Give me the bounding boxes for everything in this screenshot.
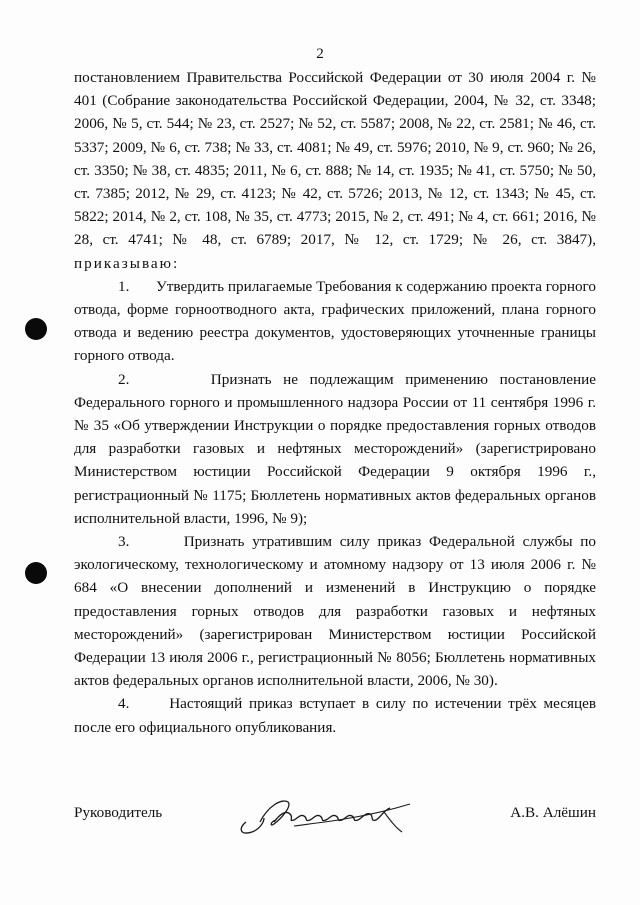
order-item-3 bbox=[74, 530, 596, 692]
signature-block bbox=[74, 800, 596, 840]
order-item-2 bbox=[74, 368, 596, 530]
item-number: 2. bbox=[118, 370, 130, 388]
page-number: 2 bbox=[316, 46, 324, 62]
intro-text: постановлением Правительства Российской Федерации от 30 июля 2004 г. № 401 (Собрание законодательства Российской Федерации, 2004, № 32, ст. 3348; 2006, № 5, ст. 544; № 23, ст. 2527; № 52, ст. 5587; 2008, № 22, ст. 2581; № 46, ст. 5337; 2009, № 6, ст. 738; № 33, ст. 4081; № 49, ст. 5976; 2010, № 9, ст. 960; № 26, ст. 3350; № 38, ст. 4835; 2011, № 6, ст. 888; № 14, ст. 1935; № 41, ст. 5750; № 50, ст. 7385; 2012, № 29, ст. 4123; № 42, ст. 5726; 2013, № 12, ст. 1343; № 45, ст. 5822; 2014, № 2, ст. 108, № 35, ст. 4773; 2015, № 2, ст. 491; № 4, ст. 661; 2016, № 28, ст. 4741; № 48, ст. 6789; 2017, № 12, ст. 1729; № 26, ст. 3847), bbox=[74, 69, 596, 249]
punch-hole-mark bbox=[25, 318, 47, 340]
item-text: Признать не подлежащим применению постановление Федерального горного и промышленного надзора России от 11 сентября 1996 г. № 35 «Об утверждении Инструкции о порядке предоставления горных отводов для разработки газовых и нефтяных месторождений» (зарегистрировано Министерством юстиции Российской Федерации 9 октября 1996 г., регистрационный № 1175; Бюллетень нормативных актов федеральных органов исполнительной власти, 1996, № 9); bbox=[74, 370, 596, 527]
item-text: Утвердить прилагаемые Требования к содержанию проекта горного отвода, форме горноотводного акта, графических приложений, плана горного отвода и ведению реестра документов, удостоверяющих уточненные границы горного отвода. bbox=[74, 277, 596, 365]
punch-hole-mark bbox=[25, 562, 47, 584]
signatory-position: Руководитель bbox=[74, 804, 163, 821]
handwritten-signature bbox=[234, 792, 424, 836]
intro-paragraph bbox=[74, 66, 596, 275]
order-item-1 bbox=[74, 275, 596, 368]
item-number: 1. bbox=[118, 277, 130, 295]
signatory-name: А.В. Алёшин bbox=[510, 804, 596, 821]
order-item-4 bbox=[74, 692, 596, 738]
item-number: 3. bbox=[118, 533, 130, 551]
document-body bbox=[74, 66, 596, 739]
item-number: 4. bbox=[118, 695, 130, 713]
order-word: приказываю: bbox=[74, 254, 180, 272]
item-text: Признать утратившим силу приказ Федеральной службы по экологическому, технологическому и атомному надзору от 13 июля 2006 г. № 684 «О внесении дополнений и изменений в Инструкцию о порядке предоставления горных отводов для разработки газовых и нефтяных месторождений» (зарегистрирован Министерством юстиции Российской Федерации 13 июля 2006 г., регистрационный № 8056; Бюллетень нормативных актов федеральных органов исполнительной власти, 2006, № 30). bbox=[74, 533, 596, 690]
item-text: Настоящий приказ вступает в силу по истечении трёх месяцев после его официального опубликования. bbox=[74, 695, 597, 736]
